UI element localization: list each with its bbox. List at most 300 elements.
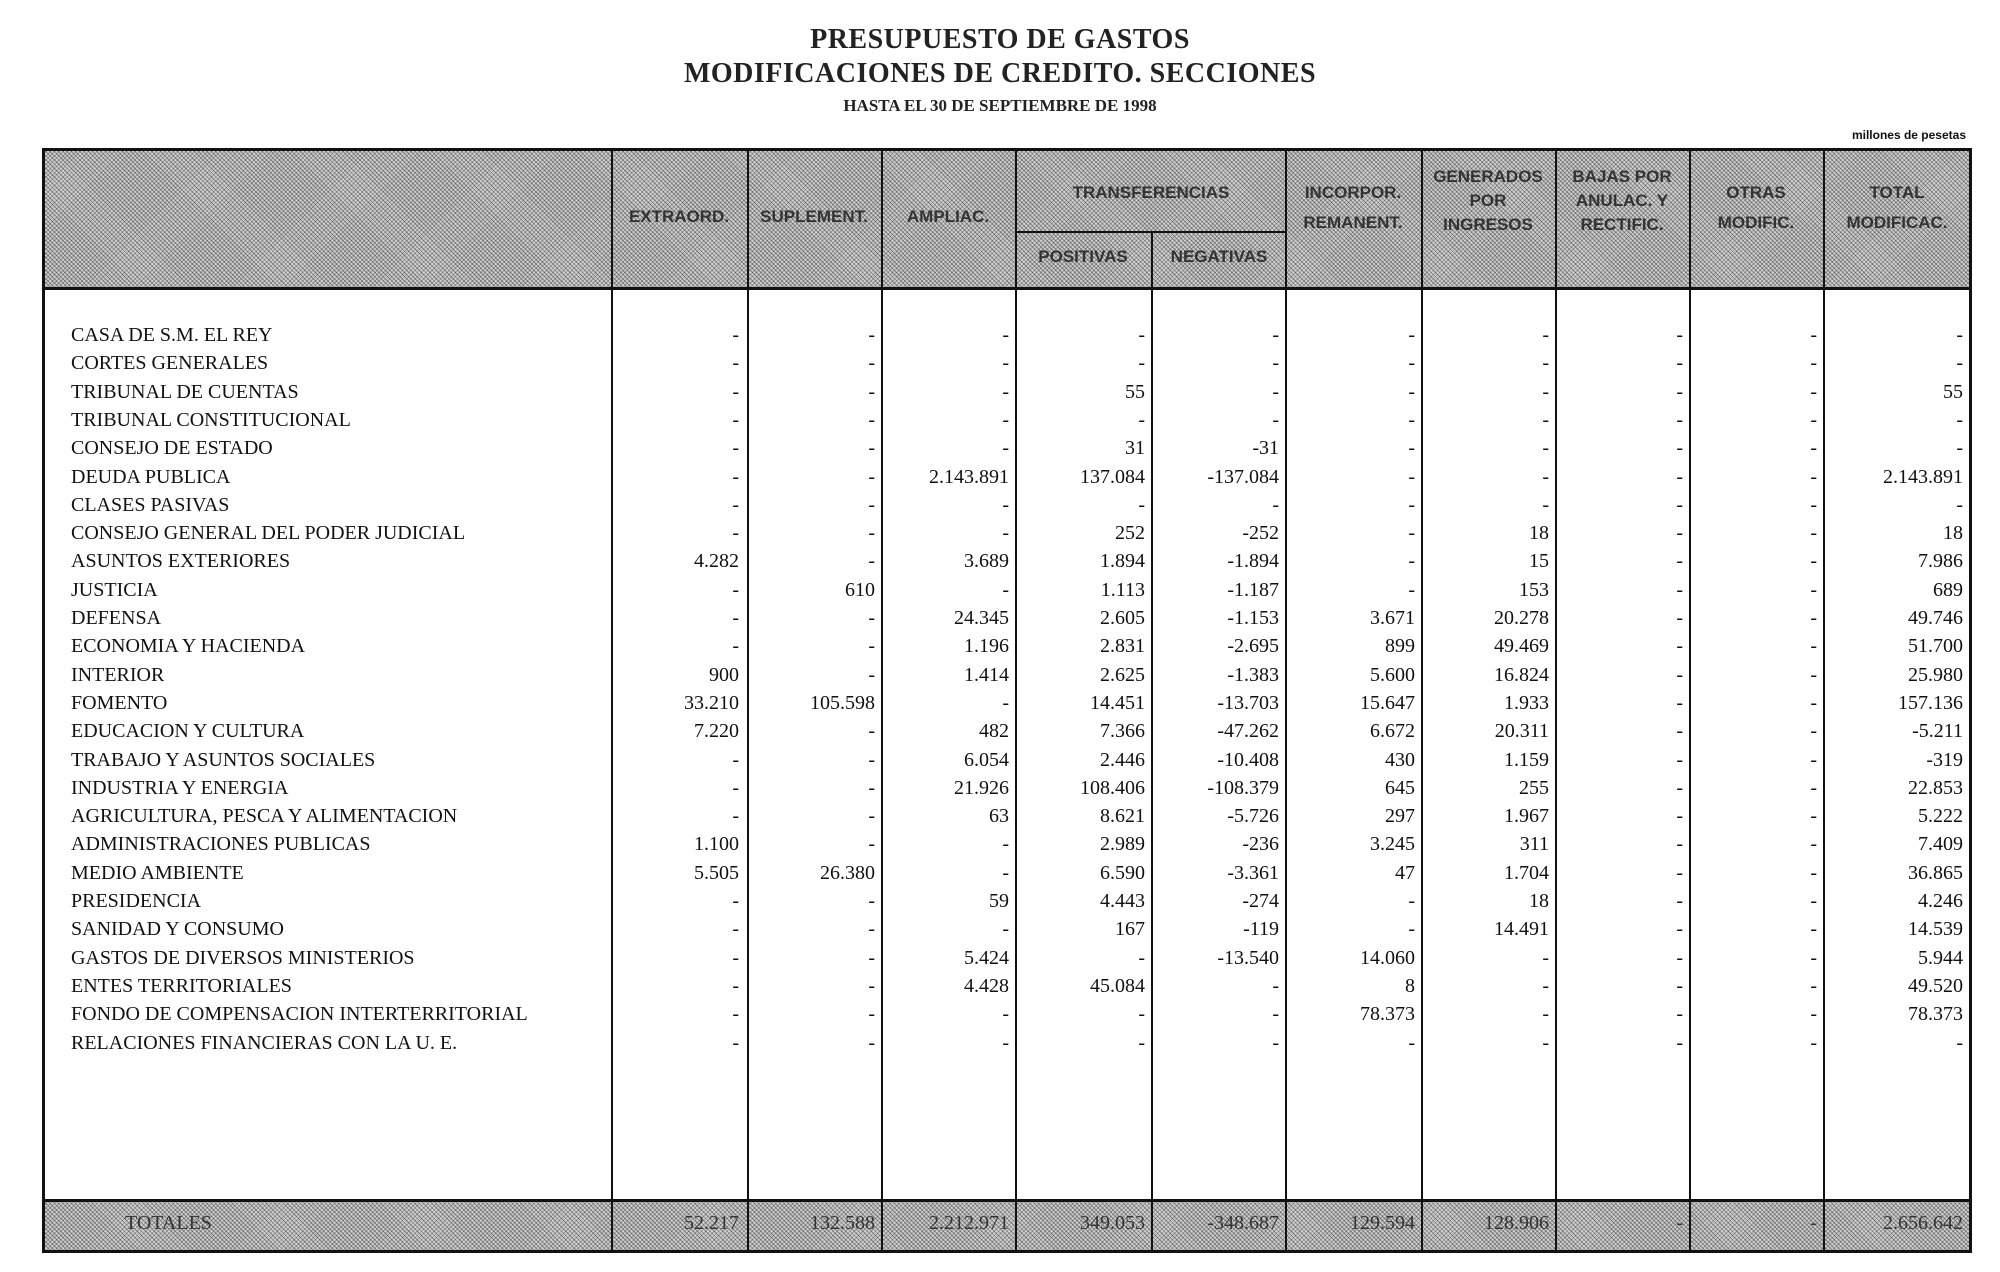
row-cell: - [1810,408,1817,431]
row-cell: - [1676,861,1683,884]
col-bajas-line1: BAJAS POR [1572,167,1672,186]
row-cell: 900 [709,663,739,686]
row-cell: - [868,890,875,912]
row-cell: 2.143.891 [1883,465,1963,488]
row-label: EDUCACION Y CULTURA [71,720,305,743]
row-cell: - [1272,408,1279,431]
row-cell: - [732,493,739,516]
col-incorpor-line1: INCORPOR. [1304,183,1402,202]
row-cell: - [1810,805,1817,828]
table-row [45,378,1969,406]
row-cell: - [732,805,739,828]
row-label: RELACIONES FINANCIERAS CON LA U. E. [71,1031,458,1054]
row-cell: - [732,578,739,601]
row-cell: - [868,607,875,629]
row-cell: - [1138,352,1145,375]
row-cell: - [1810,890,1817,912]
row-cell: -274 [1242,890,1279,912]
col-total-line1: TOTAL [1869,183,1925,202]
row-cell: 36.865 [1908,861,1963,884]
col-bajas-line2: ANULAC. Y [1575,190,1669,210]
row-cell: - [1002,918,1009,941]
row-cell: - [868,465,875,488]
row-label: TRIBUNAL DE CUENTAS [71,380,299,403]
table-row [45,689,1969,717]
row-cell: - [868,635,875,658]
row-cell: 14.451 [1090,691,1145,714]
row-cell: 49.469 [1494,635,1549,658]
row-cell: 5.600 [1370,663,1415,686]
table-row [45,887,1969,915]
row-cell: 26.380 [820,861,875,884]
row-cell: - [1542,1031,1549,1054]
row-cell: 311 [1519,833,1549,856]
row-cell: 45.084 [1090,974,1145,997]
row-cell: - [1676,522,1683,545]
row-label: JUSTICIA [71,578,158,601]
row-cell: 1.113 [1100,578,1145,601]
total-cell: 52.217 [684,1212,739,1234]
row-cell: 2.605 [1100,607,1145,629]
row-label: TRABAJO Y ASUNTOS SOCIALES [71,748,376,771]
row-cell: - [1272,352,1279,375]
row-cell: 5.222 [1918,805,1963,828]
table-row [45,830,1969,858]
table-row [45,491,1969,519]
row-cell: - [1676,1003,1683,1026]
row-cell: - [1408,578,1415,601]
total-cell: - [1810,1212,1817,1234]
row-cell: - [1810,918,1817,941]
row-cell: - [1810,748,1817,771]
row-label: SANIDAD Y CONSUMO [71,918,284,941]
row-label: AGRICULTURA, PESCA Y ALIMENTACION [71,805,458,828]
table-row [45,972,1969,1000]
row-cell: - [1676,833,1683,856]
col-bajas-line3: RECTIFIC. [1580,214,1664,234]
row-cell: - [868,324,875,346]
row-cell: - [1676,918,1683,941]
row-cell: - [1138,493,1145,516]
row-cell: - [1810,324,1817,346]
row-cell: -2.695 [1227,635,1279,658]
row-cell: 1.100 [694,833,739,856]
row-cell: 297 [1385,805,1415,828]
row-cell: 899 [1385,635,1415,658]
row-label: ENTES TERRITORIALES [71,974,292,997]
row-cell: 6.590 [1100,861,1145,884]
row-cell: - [1956,1031,1963,1054]
row-cell: - [1676,805,1683,828]
row-label: MEDIO AMBIENTE [71,861,244,884]
row-cell: 20.311 [1494,720,1549,743]
row-cell: - [1676,578,1683,601]
row-cell: 51.700 [1908,635,1963,658]
row-cell: 18 [1529,522,1549,545]
row-cell: - [1272,1003,1279,1026]
row-cell: - [1408,918,1415,941]
row-cell: 21.926 [954,776,1009,799]
row-cell: 2.143.891 [929,465,1009,488]
row-label: INDUSTRIA Y ENERGIA [71,776,289,799]
row-cell: - [1676,550,1683,573]
row-cell: 15.647 [1360,691,1415,714]
row-cell: 55 [1125,380,1145,403]
col-otras [1691,181,1821,235]
row-cell: 7.986 [1918,550,1963,573]
row-cell: - [732,635,739,658]
row-label: TRIBUNAL CONSTITUCIONAL [71,408,351,431]
row-cell: - [1002,1003,1009,1026]
row-cell: - [1810,946,1817,969]
row-cell: -47.262 [1217,720,1279,743]
table-row [45,661,1969,689]
row-cell: 8.621 [1100,805,1145,828]
row-cell: 7.409 [1918,833,1963,856]
row-cell: - [1956,324,1963,346]
col-generados [1423,165,1553,236]
row-cell: - [1272,324,1279,346]
row-cell: -31 [1252,437,1279,460]
row-cell: 157.136 [1898,691,1963,714]
row-cell: 137.084 [1080,465,1145,488]
row-cell: - [1810,720,1817,743]
row-cell: - [868,974,875,997]
row-cell: 22.853 [1908,776,1963,799]
total-cell: 129.594 [1350,1212,1415,1234]
row-cell: - [1408,380,1415,403]
row-cell: - [1676,437,1683,460]
row-cell: - [1956,408,1963,431]
row-cell: - [732,890,739,912]
row-cell: 3.671 [1370,607,1415,629]
row-cell: - [1408,1031,1415,1054]
row-cell: 5.424 [964,946,1009,969]
row-cell: -1.187 [1227,578,1279,601]
row-cell: 49.520 [1908,974,1963,997]
col-bajas [1557,165,1687,236]
row-cell: 167 [1115,918,1145,941]
row-cell: - [1138,1031,1145,1054]
row-cell: - [732,522,739,545]
row-cell: - [1676,776,1683,799]
row-label: CONSEJO GENERAL DEL PODER JUDICIAL [71,522,466,545]
row-cell: - [1002,324,1009,346]
row-label: INTERIOR [71,663,165,686]
table-row [45,519,1969,547]
row-label: PRESIDENCIA [71,890,202,912]
row-cell: 15 [1529,550,1549,573]
row-cell: 610 [845,578,875,601]
total-cell: -348.687 [1207,1212,1279,1234]
row-cell: - [1408,408,1415,431]
table-row [45,802,1969,830]
row-cell: - [732,1031,739,1054]
row-cell: - [1676,352,1683,375]
row-cell: - [1002,352,1009,375]
row-cell: 5.944 [1918,946,1963,969]
row-cell: 105.598 [810,691,875,714]
table-row [45,859,1969,887]
row-cell: - [1408,493,1415,516]
row-cell: 1.196 [964,635,1009,658]
row-cell: 33.210 [684,691,739,714]
row-cell: - [1002,493,1009,516]
row-cell: 16.824 [1494,663,1549,686]
table-row [45,576,1969,604]
row-cell: - [868,437,875,460]
row-cell: - [1542,1003,1549,1026]
units-label: millones de pesetas [1851,128,1966,142]
row-cell: - [1810,691,1817,714]
row-cell: - [1676,493,1683,516]
row-cell: - [1272,380,1279,403]
row-cell: 8 [1405,974,1415,997]
row-cell: - [1810,550,1817,573]
row-cell: 78.373 [1360,1003,1415,1026]
row-cell: - [868,380,875,403]
row-cell: - [1542,324,1549,346]
row-cell: -3.361 [1227,861,1279,884]
row-cell: - [868,946,875,969]
col-otras-line2: MODIFIC. [1717,212,1795,232]
row-cell: - [1408,352,1415,375]
row-cell: - [1676,663,1683,686]
row-cell: - [1408,522,1415,545]
row-cell: 24.345 [954,607,1009,629]
col-positivas: POSITIVAS [1038,247,1128,266]
row-cell: - [1810,465,1817,488]
row-label: DEUDA PUBLICA [71,465,231,488]
col-total [1825,181,1969,235]
row-cell: - [732,408,739,431]
table-row [45,774,1969,802]
total-cell: 349.053 [1080,1212,1145,1234]
row-cell: - [1408,550,1415,573]
row-cell: - [732,946,739,969]
row-cell: 1.159 [1504,748,1549,771]
col-incorpor [1287,181,1419,235]
row-cell: 55 [1943,380,1963,403]
table-row [45,406,1969,434]
row-label: CONSEJO DE ESTADO [71,437,273,460]
row-cell: -5.211 [1912,720,1963,743]
table-row [45,632,1969,660]
table-row [45,321,1969,349]
row-cell: - [1810,522,1817,545]
row-cell: - [868,918,875,941]
row-cell: - [1002,408,1009,431]
row-cell: - [1676,890,1683,912]
row-cell: - [1272,1031,1279,1054]
row-cell: - [1676,324,1683,346]
row-cell: - [1810,352,1817,375]
row-cell: - [1810,776,1817,799]
transfer-divider [1015,231,1285,233]
row-cell: - [868,1031,875,1054]
row-cell: - [1138,324,1145,346]
row-cell: - [868,408,875,431]
col-generados-line3: INGRESOS [1443,214,1533,234]
row-cell: 482 [979,720,1009,743]
row-cell: 5.505 [694,861,739,884]
row-cell: -1.894 [1227,550,1279,573]
row-label: CORTES GENERALES [71,352,269,375]
row-cell: - [1956,437,1963,460]
row-cell: - [1002,522,1009,545]
row-cell: - [1542,352,1549,375]
title-line-1: PRESUPUESTO DE GASTOS [810,24,1190,55]
row-cell: 2.989 [1100,833,1145,856]
row-cell: 2.625 [1100,663,1145,686]
row-cell: - [1676,974,1683,997]
row-cell: 14.060 [1360,946,1415,969]
row-cell: - [1542,974,1549,997]
total-cell: 132.588 [810,1212,875,1234]
row-cell: - [868,748,875,771]
row-cell: 1.414 [964,663,1009,686]
row-cell: - [1542,946,1549,969]
row-cell: 7.366 [1100,720,1145,743]
table-row [45,547,1969,575]
total-cell: 2.656.642 [1883,1212,1963,1234]
col-negativas: NEGATIVAS [1170,247,1268,266]
row-label: DEFENSA [71,607,162,629]
row-cell: - [1810,578,1817,601]
row-cell: - [732,380,739,403]
table-row [45,604,1969,632]
row-cell: - [868,833,875,856]
row-cell: - [732,748,739,771]
row-cell: - [868,663,875,686]
table-row [45,717,1969,745]
row-cell: - [1810,974,1817,997]
row-cell: 59 [989,890,1009,912]
row-cell: - [1676,635,1683,658]
row-cell: - [1408,465,1415,488]
row-cell: 645 [1385,776,1415,799]
table-row [45,746,1969,774]
title-line-3: HASTA EL 30 DE SEPTIEMBRE DE 1998 [843,96,1157,115]
row-cell: - [732,324,739,346]
row-cell: 25.980 [1908,663,1963,686]
row-cell: - [868,805,875,828]
row-cell: 18 [1529,890,1549,912]
row-cell: - [1676,1031,1683,1054]
row-cell: - [732,1003,739,1026]
row-cell: - [732,776,739,799]
row-cell: -13.703 [1217,691,1279,714]
row-cell: 108.406 [1080,776,1145,799]
row-cell: - [732,437,739,460]
row-cell: -119 [1243,918,1279,941]
row-cell: - [868,493,875,516]
totals-row [45,1202,1969,1250]
row-cell: - [1138,408,1145,431]
row-cell: 14.491 [1494,918,1549,941]
totals-label: TOTALES [125,1212,212,1234]
row-cell: - [1676,748,1683,771]
table-row [45,434,1969,462]
row-cell: 78.373 [1908,1003,1963,1026]
row-cell: - [732,607,739,629]
row-cell: -5.726 [1227,805,1279,828]
row-cell: - [1810,861,1817,884]
row-cell: 6.672 [1370,720,1415,743]
row-cell: -13.540 [1217,946,1279,969]
col-extraord: EXTRAORD. [628,207,730,226]
row-cell: - [1138,946,1145,969]
row-cell: 47 [1395,861,1415,884]
row-cell: 153 [1519,578,1549,601]
row-cell: - [1810,833,1817,856]
row-cell: -1.153 [1227,607,1279,629]
table-row [45,915,1969,943]
row-cell: - [1138,1003,1145,1026]
row-cell: - [1676,691,1683,714]
table-row [45,1029,1969,1057]
col-generados-line1: GENERADOS [1433,167,1543,186]
row-cell: - [732,465,739,488]
row-cell: 31 [1125,437,1145,460]
row-cell: - [1810,635,1817,658]
row-label: CASA DE S.M. EL REY [71,324,273,346]
row-cell: -108.379 [1207,776,1279,799]
row-cell: 18 [1943,522,1963,545]
row-cell: 63 [989,805,1009,828]
row-cell: - [1542,493,1549,516]
row-label: FOMENTO [71,691,168,714]
row-cell: - [1676,720,1683,743]
row-cell: 252 [1115,522,1145,545]
row-cell: - [1810,380,1817,403]
row-cell: - [1002,578,1009,601]
row-cell: 689 [1933,578,1963,601]
row-cell: - [1272,974,1279,997]
row-label: GASTOS DE DIVERSOS MINISTERIOS [71,946,415,969]
row-cell: - [1002,833,1009,856]
row-cell: 1.933 [1504,691,1549,714]
row-cell: - [1810,607,1817,629]
row-cell: 255 [1519,776,1549,799]
row-cell: 4.443 [1100,890,1145,912]
table-row [45,349,1969,377]
table-row [45,1000,1969,1028]
row-cell: - [1956,493,1963,516]
row-cell: 4.428 [964,974,1009,997]
row-cell: - [1272,493,1279,516]
total-cell: 128.906 [1484,1212,1549,1234]
row-cell: - [1542,380,1549,403]
row-cell: - [868,1003,875,1026]
col-ampliac: AMPLIAC. [906,207,990,226]
row-cell: 3.689 [964,550,1009,573]
row-cell: - [1810,1003,1817,1026]
row-cell: 4.282 [694,550,739,573]
row-cell: 3.245 [1370,833,1415,856]
row-cell: -10.408 [1217,748,1279,771]
row-cell: - [1676,380,1683,403]
row-cell: - [1810,493,1817,516]
row-cell: - [1002,380,1009,403]
row-cell: - [1408,324,1415,346]
row-cell: - [1002,861,1009,884]
row-cell: - [1408,437,1415,460]
row-cell: - [1542,408,1549,431]
row-cell: - [1542,465,1549,488]
row-cell: - [1002,437,1009,460]
total-cell: 2.212.971 [929,1212,1009,1234]
